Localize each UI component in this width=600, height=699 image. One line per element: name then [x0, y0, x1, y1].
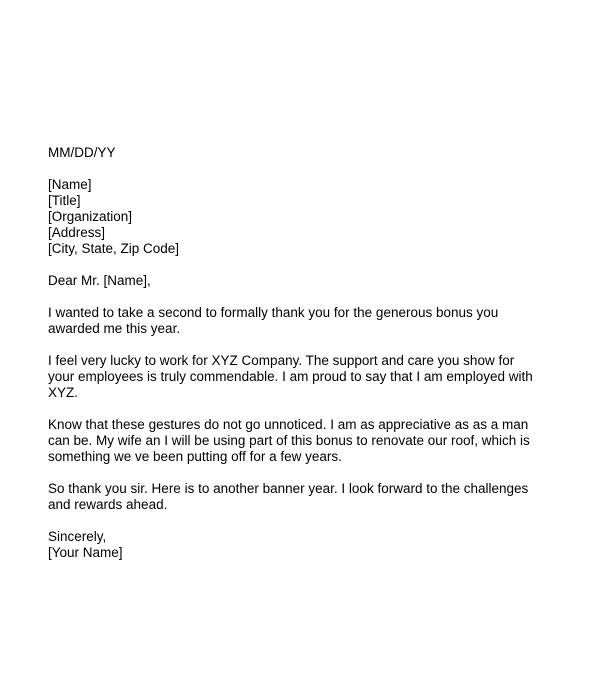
- paragraph-line: I wanted to take a second to formally thank you for the generous bonus you: [48, 305, 499, 320]
- paragraph-line: I feel very lucky to work for XYZ Company. The support and care you show for: [48, 353, 515, 368]
- paragraph-line: and rewards ahead.: [48, 497, 168, 512]
- recipient-address: [Address]: [48, 225, 106, 240]
- recipient-city-state-zip: [City, State, Zip Code]: [48, 241, 180, 256]
- paragraph-line: something we ve been putting off for a few years.: [48, 449, 342, 464]
- spacer: [48, 337, 568, 353]
- recipient-name: [Name]: [48, 177, 92, 192]
- spacer: [48, 401, 568, 417]
- letter-date: MM/DD/YY: [48, 145, 116, 160]
- paragraph-line: your employees is truly commendable. I am proud to say that I am employed with: [48, 369, 533, 384]
- spacer: [48, 289, 568, 305]
- paragraph-3: [48, 417, 568, 465]
- paragraph-1: [48, 305, 568, 337]
- spacer: [48, 161, 568, 177]
- closing: Sincerely,: [48, 529, 107, 544]
- recipient-organization: [Organization]: [48, 209, 133, 224]
- recipient-title: [Title]: [48, 193, 81, 208]
- recipient-block: [48, 177, 568, 257]
- spacer: [48, 465, 568, 481]
- paragraph-2: [48, 353, 568, 401]
- paragraph-line: awarded me this year.: [48, 321, 181, 336]
- paragraph-line: can be. My wife an I will be using part of this bonus to renovate our roof, which is: [48, 433, 530, 448]
- spacer: [48, 513, 568, 529]
- paragraph-line: So thank you sir. Here is to another banner year. I look forward to the challenges: [48, 481, 529, 496]
- spacer: [48, 257, 568, 273]
- letter-body: [48, 145, 568, 561]
- paragraph-line: Know that these gestures do not go unnoticed. I am as appreciative as as a man: [48, 417, 529, 432]
- paragraph-line: XYZ.: [48, 385, 79, 400]
- salutation: Dear Mr. [Name],: [48, 273, 151, 288]
- signature: [Your Name]: [48, 545, 123, 560]
- paragraph-4: [48, 481, 568, 513]
